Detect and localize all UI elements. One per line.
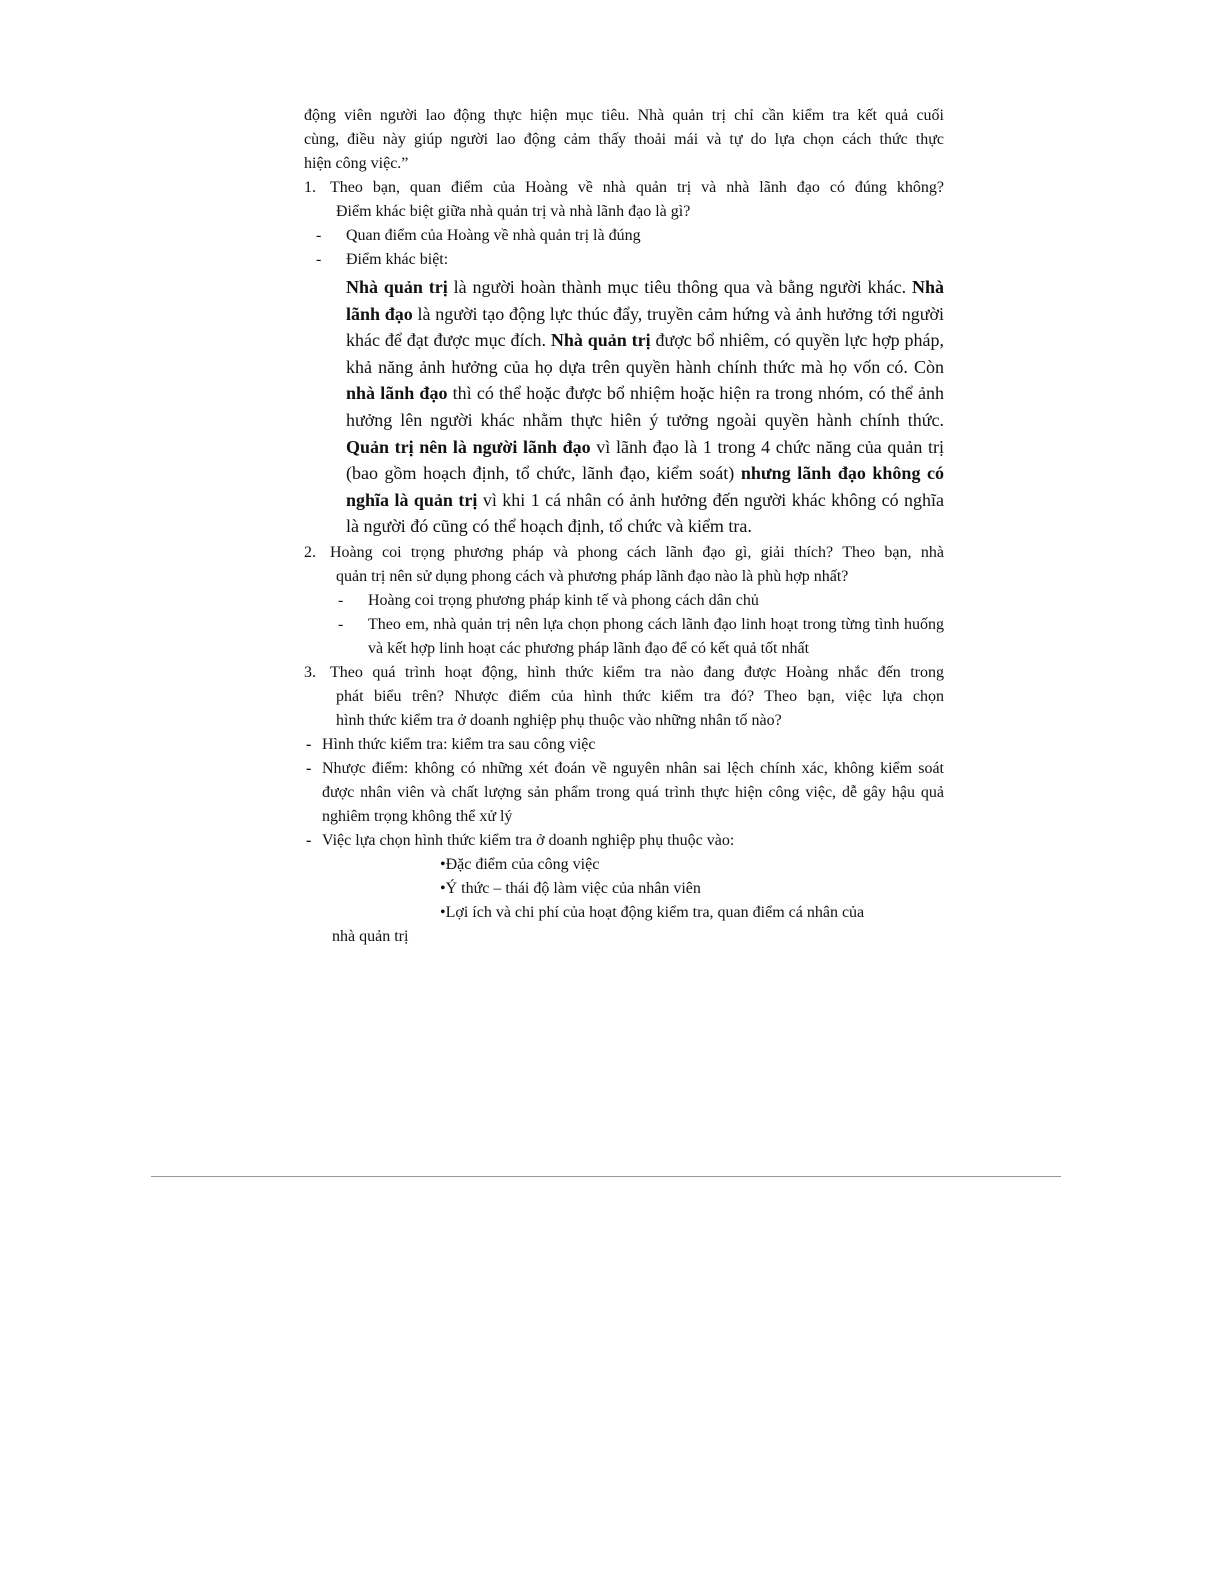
bold-term: Nhà quản trị	[346, 277, 448, 297]
intro-paragraph	[304, 104, 944, 176]
question-text	[330, 661, 944, 733]
question-3	[304, 661, 944, 733]
list-item	[304, 248, 944, 272]
bold-term: Nhà lãnh đạo	[346, 277, 944, 324]
question-line: Theo bạn, quan điểm của Hoàng về nhà quản trị và nhà lãnh đạo có đúng không?	[330, 179, 944, 196]
answer-text: là người hoàn thành mục tiêu thông qua và bằng người khác.	[447, 277, 912, 297]
bold-term: Quản trị nên là người lãnh đạo	[346, 436, 591, 457]
list-item-text: Theo em, nhà quản trị nên lựa chọn phong cách lãnh đạo linh hoạt trong từng tình huống và kết hợp linh hoạt các phương pháp lãnh đạo để có kết quả tốt nhất	[368, 615, 944, 657]
question-number: 1.	[304, 179, 316, 196]
dash-marker: -	[306, 735, 312, 753]
document-page	[304, 104, 944, 949]
dash-marker: -	[316, 251, 322, 268]
bold-term: nhà lãnh đạo	[346, 383, 448, 404]
question-1	[304, 176, 944, 224]
intro-line: động viên người lao động thực hiện mục tiêu. Nhà quản trị chỉ cần kiểm tra kết quả cuối	[304, 107, 944, 124]
bold-term: Nhà quản trị	[550, 330, 651, 351]
question-line: Theo quá trình hoạt động, hình thức kiểm tra nào đang được Hoàng nhắc đến trong	[330, 663, 944, 681]
dash-marker: -	[338, 591, 344, 609]
answer-text: thì có thể hoặc được bổ nhiệm hoặc hiện ra trong nhóm, có thể ảnh hưởng lên người khác nhằm thực hiên ý tưởng ngoài quyền hành chính thức.	[346, 383, 944, 430]
question-number: 3.	[304, 663, 316, 681]
dash-marker: -	[306, 759, 312, 777]
question-line: phát biểu trên? Nhược điểm của hình thức kiểm tra đó? Theo bạn, việc lựa chọn	[336, 687, 944, 705]
bullet-continuation: nhà quản trị	[332, 927, 409, 945]
list-item-text: Việc lựa chọn hình thức kiểm tra ở doanh nghiệp phụ thuộc vào:	[322, 831, 735, 849]
answer-text: là người tạo động lực thúc đẩy, truyền cảm hứng và ảnh hưởng tới người khác để đạt được mục đích.	[346, 303, 944, 351]
list-item	[304, 613, 944, 661]
answer-text: được bổ nhiêm, có quyền lực hợp pháp, khả năng ảnh hưởng của họ dựa trên quyền hành chính thức mà họ vốn có. Còn	[346, 330, 945, 377]
question-2	[304, 541, 944, 589]
list-item-text: Điểm khác biệt:	[346, 251, 449, 268]
question-line: hình thức kiểm tra ở doanh nghiệp phụ thuộc vào những nhân tố nào?	[336, 711, 782, 729]
question-number: 2.	[304, 543, 316, 561]
list-item-text: Nhược điểm: không có những xét đoán về nguyên nhân sai lệch chính xác, không kiểm soát được nhân viên và chất lượng sản phẩm trong quá trình thực hiện công việc, dễ gây hậu quả nghiêm trọng không thể xử lý	[322, 759, 944, 825]
list-item-text: Hình thức kiểm tra: kiểm tra sau công việc	[322, 735, 596, 753]
bold-term: nhưng lãnh đạo không có nghĩa là quản trị	[346, 463, 945, 510]
answer-text: vì khi 1 cá nhân có ảnh hưởng đến người khác không có nghĩa là người đó cũng có thể hoạch định, tổ chức và kiểm tra.	[346, 489, 944, 537]
list-item	[304, 224, 944, 248]
bullet-item: •Lợi ích và chi phí của hoạt động kiểm tra, quan điểm cá nhân của	[440, 903, 865, 921]
question-line: Hoàng coi trọng phương pháp và phong cách lãnh đạo gì, giải thích? Theo bạn, nhà	[330, 543, 944, 561]
dash-marker: -	[338, 615, 344, 633]
question-line: Điểm khác biệt giữa nhà quản trị và nhà lãnh đạo là gì?	[336, 203, 691, 220]
list-item-text: Hoàng coi trọng phương pháp kinh tế và phong cách dân chủ	[368, 591, 759, 609]
page-divider	[151, 1176, 1061, 1177]
dash-marker: -	[316, 227, 322, 244]
bullet-item: •Ý thức – thái độ làm việc của nhân viên	[440, 879, 701, 897]
list-item	[304, 733, 944, 757]
intro-line: hiện công việc.”	[304, 155, 409, 172]
answer-paragraph	[304, 274, 944, 540]
dash-marker: -	[306, 831, 312, 849]
list-item-text: Quan điểm của Hoàng về nhà quản trị là đúng	[346, 227, 641, 244]
question-text	[330, 176, 944, 224]
list-item	[304, 829, 944, 853]
answer-text: vì lãnh đạo là 1 trong 4 chức năng của quản trị (bao gồm hoạch định, tổ chức, lãnh đạo, kiểm soát)	[346, 436, 944, 484]
question-line: quản trị nên sử dụng phong cách và phương pháp lãnh đạo nào là phù hợp nhất?	[336, 567, 849, 585]
list-item	[304, 757, 944, 829]
bullet-item: •Đặc điểm của công việc	[440, 855, 600, 873]
question-text	[330, 541, 944, 589]
intro-line: cùng, điều này giúp người lao động cảm thấy thoải mái và tự do lựa chọn cách thức thực	[304, 131, 944, 148]
bullet-list	[304, 853, 944, 925]
list-item	[304, 589, 944, 613]
